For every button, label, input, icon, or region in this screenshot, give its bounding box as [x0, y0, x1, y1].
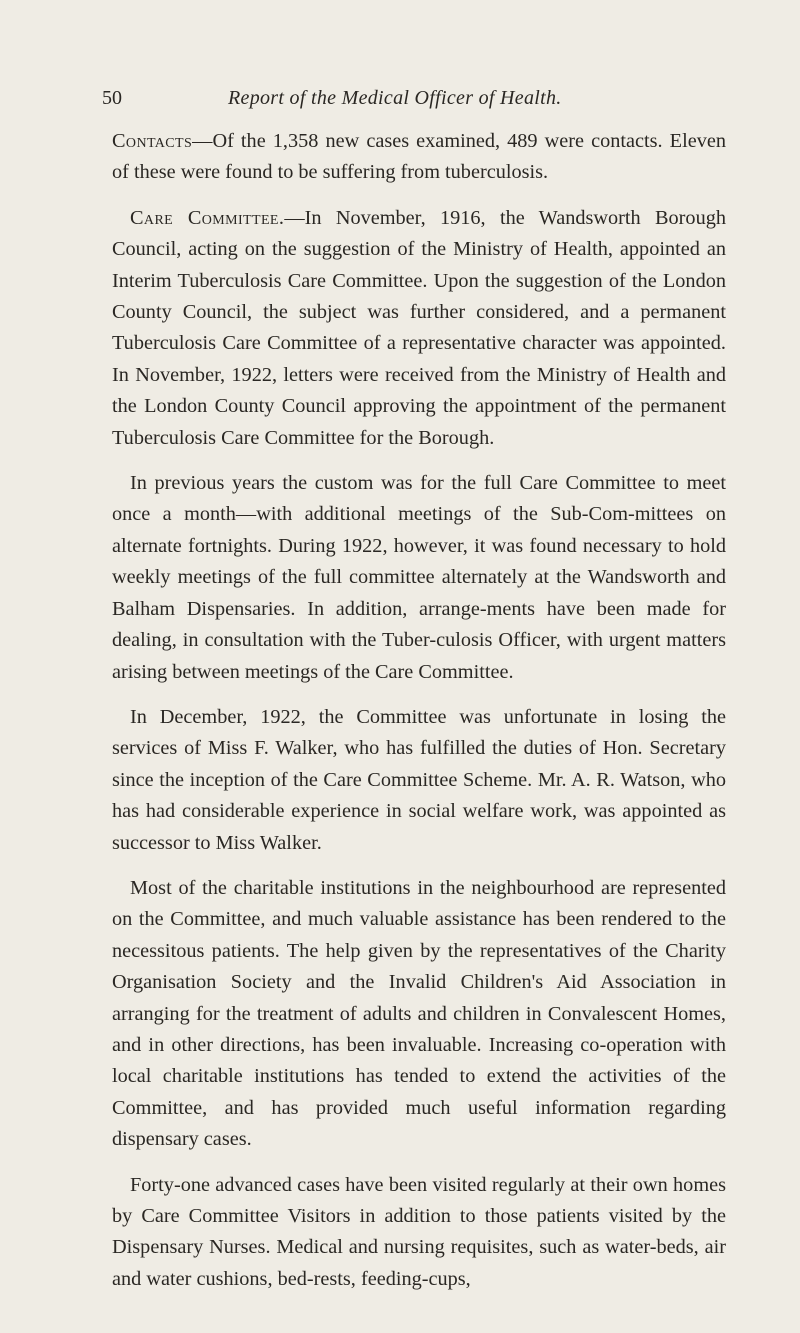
paragraph-contacts	[112, 126, 726, 189]
paragraph-advanced-cases: Forty-one advanced cases have been visited regularly at their own homes by Care Committee Visitors in addition to those patients visited by the Dispensary Nurses. Medical and nursing requisites, such as water-beds, air and water cushions, bed-rests, feeding-cups,	[112, 1173, 726, 1290]
paragraph-charitable-institutions: Most of the charitable institutions in the neighbourhood are represented on the Committee, and much valuable assistance has been rendered to the necessitous patients. The help given by the representatives of the Charity Organisation Society and the Invalid Children's Aid Association in arranging for the treatment of adults and children in Convalescent Homes, and in other directions, has been invaluable. Increasing co-operation with local charitable institutions has tended to extend the activities of the Committee, and has provided much useful information regarding dispensary cases.	[112, 876, 726, 1151]
section-lead-contacts: Contacts	[112, 130, 193, 152]
paragraph-secretary: In December, 1922, the Committee was unfortunate in losing the services of Miss F. Walker, who has fulfilled the duties of Hon. Secretary since the inception of the Care Committee Scheme. Mr. A. R. Watson, who has had considerable experience in social welfare work, was appointed as successor to Miss Walker.	[112, 705, 726, 854]
paragraph-meetings: In previous years the custom was for the full Care Committee to meet once a month—with additional meetings of the Sub-Com-mittees on alternate fortnights. During 1922, however, it was found necessary to hold weekly meetings of the full committee alternately at the Wandsworth and Balham Dispensaries. In addition, arrange-ments have been made for dealing, in consultation with the Tuber-culosis Officer, with urgent matters arising between meetings of the Care Committee.	[112, 472, 726, 683]
page-number: 50	[102, 87, 122, 109]
section-lead-care-committee: Care Committee.	[130, 206, 285, 229]
paragraph-text: —Of the 1,358 new cases examined, 489 were contacts. Eleven of these were found to be suffering from tuberculosis.	[112, 130, 726, 184]
paragraph-text: —In November, 1916, the Wandsworth Borough Council, acting on the suggestion of the Ministry of Health, appointed an Interim Tuberculosis Care Committee. Upon the suggestion of the London County Council, the subject was further considered, and a permanent Tuberculosis Care Committee of a representative character was appointed. In November, 1922, letters were received from the Ministry of Health and the London County Council approving the appointment of the permanent Tuberculosis Care Committee for the Borough.	[112, 206, 726, 449]
paragraph-care-committee	[112, 203, 726, 454]
running-header	[102, 78, 724, 118]
body-text	[112, 126, 726, 1295]
running-title: Report of the Medical Officer of Health.	[228, 87, 562, 109]
